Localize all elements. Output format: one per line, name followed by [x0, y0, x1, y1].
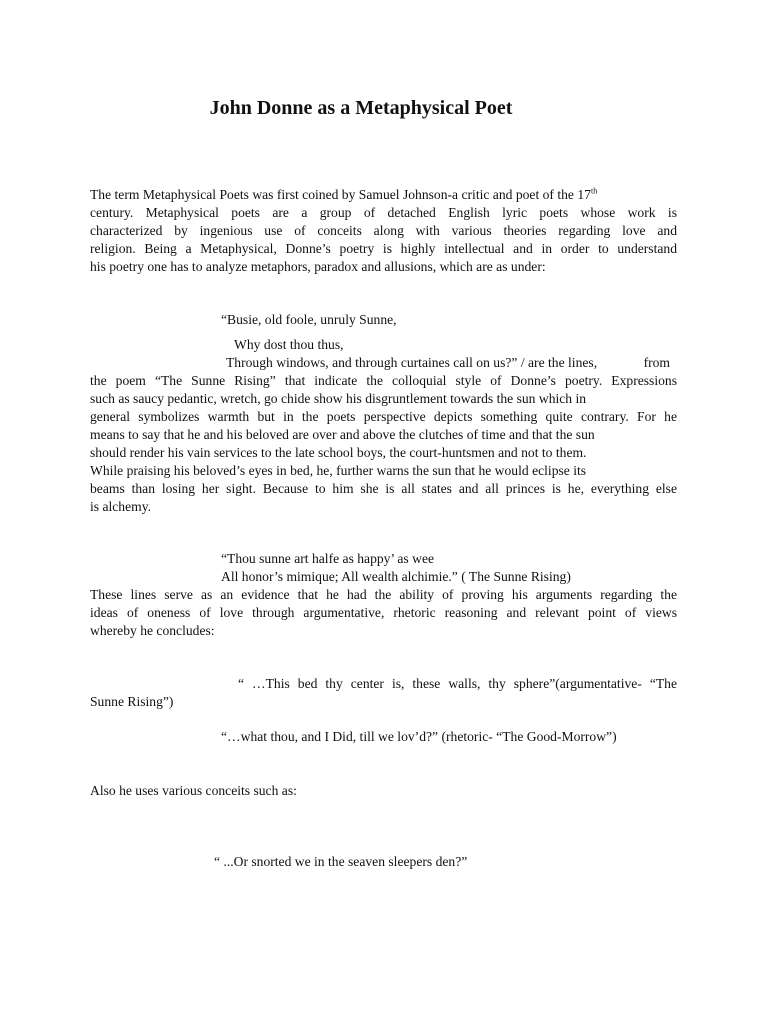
- para-2-line-7: beams than losing her sight. Because to him she is all states and all princes is he, everything else: [90, 481, 677, 496]
- intro-line-3: characterized by ingenious use of conceits along with various theories regarding love and: [90, 223, 677, 238]
- para-2-line-8: is alchemy.: [90, 499, 152, 514]
- para-3-line-2: ideas of oneness of love through argumentative, rhetoric reasoning and relevant point of views: [90, 605, 677, 620]
- para-2-line-5: should render his vain services to the late school boys, the court-huntsmen and not to them.: [90, 445, 587, 460]
- para-2-line-1: the poem “The Sunne Rising” that indicate the colloquial style of Donne’s poetry. Expressions: [90, 373, 677, 388]
- quote-3-line-1: “ …This bed thy center is, these walls, thy sphere”(argumentative- “The: [238, 676, 677, 691]
- para-2-line-2: such as saucy pedantic, wretch, go chide show his disgruntlement towards the sun which in: [90, 391, 587, 406]
- para-3-line-3: whereby he concludes:: [90, 623, 215, 638]
- para-2-line-6: While praising his beloved’s eyes in bed, he, further warns the sun that he would eclipse its: [90, 463, 587, 478]
- quote-1-line-3-end: from: [643, 355, 670, 370]
- quote-1-line-1: “Busie, old foole, unruly Sunne,: [221, 312, 397, 327]
- para-3-line-1: These lines serve as an evidence that he had the ability of proving his arguments regarding the: [90, 587, 677, 602]
- intro-line-1-text: The term Metaphysical Poets was first coined by Samuel Johnson-a critic and poet of the 17: [90, 187, 591, 202]
- intro-line-5: his poetry one has to analyze metaphors, paradox and allusions, which are as under:: [90, 259, 546, 274]
- quote-1-line-3: [226, 354, 670, 372]
- page-title: John Donne as a Metaphysical Poet: [209, 97, 513, 119]
- quote-5: “ ...Or snorted we in the seaven sleepers den?”: [214, 854, 468, 869]
- quote-2-line-2: All honor’s mimique; All wealth alchimie.” ( The Sunne Rising): [221, 569, 571, 584]
- quote-4: “…what thou, and I Did, till we lov’d?” (rhetoric- “The Good-Morrow”): [221, 729, 617, 744]
- para-2-line-4: means to say that he and his beloved are over and above the clutches of time and that the sun: [90, 427, 595, 442]
- para-2-line-3: general symbolizes warmth but in the poets perspective depicts something quite contrary. For he: [90, 409, 677, 424]
- quote-2-line-1: “Thou sunne art halfe as happy’ as wee: [221, 551, 435, 566]
- intro-line-1: [90, 186, 677, 204]
- intro-line-2: century. Metaphysical poets are a group of detached English lyric poets whose work is: [90, 205, 677, 220]
- quote-1-line-2: Why dost thou thus,: [234, 337, 344, 352]
- intro-line-1-superscript: th: [590, 186, 598, 196]
- quote-1-line-3-text: Through windows, and through curtaines call on us?” / are the lines,: [226, 355, 598, 370]
- intro-line-4: religion. Being a Metaphysical, Donne’s poetry is highly intellectual and in order to understand: [90, 241, 677, 256]
- para-4: Also he uses various conceits such as:: [90, 783, 297, 798]
- quote-3-line-2: Sunne Rising”): [90, 694, 174, 709]
